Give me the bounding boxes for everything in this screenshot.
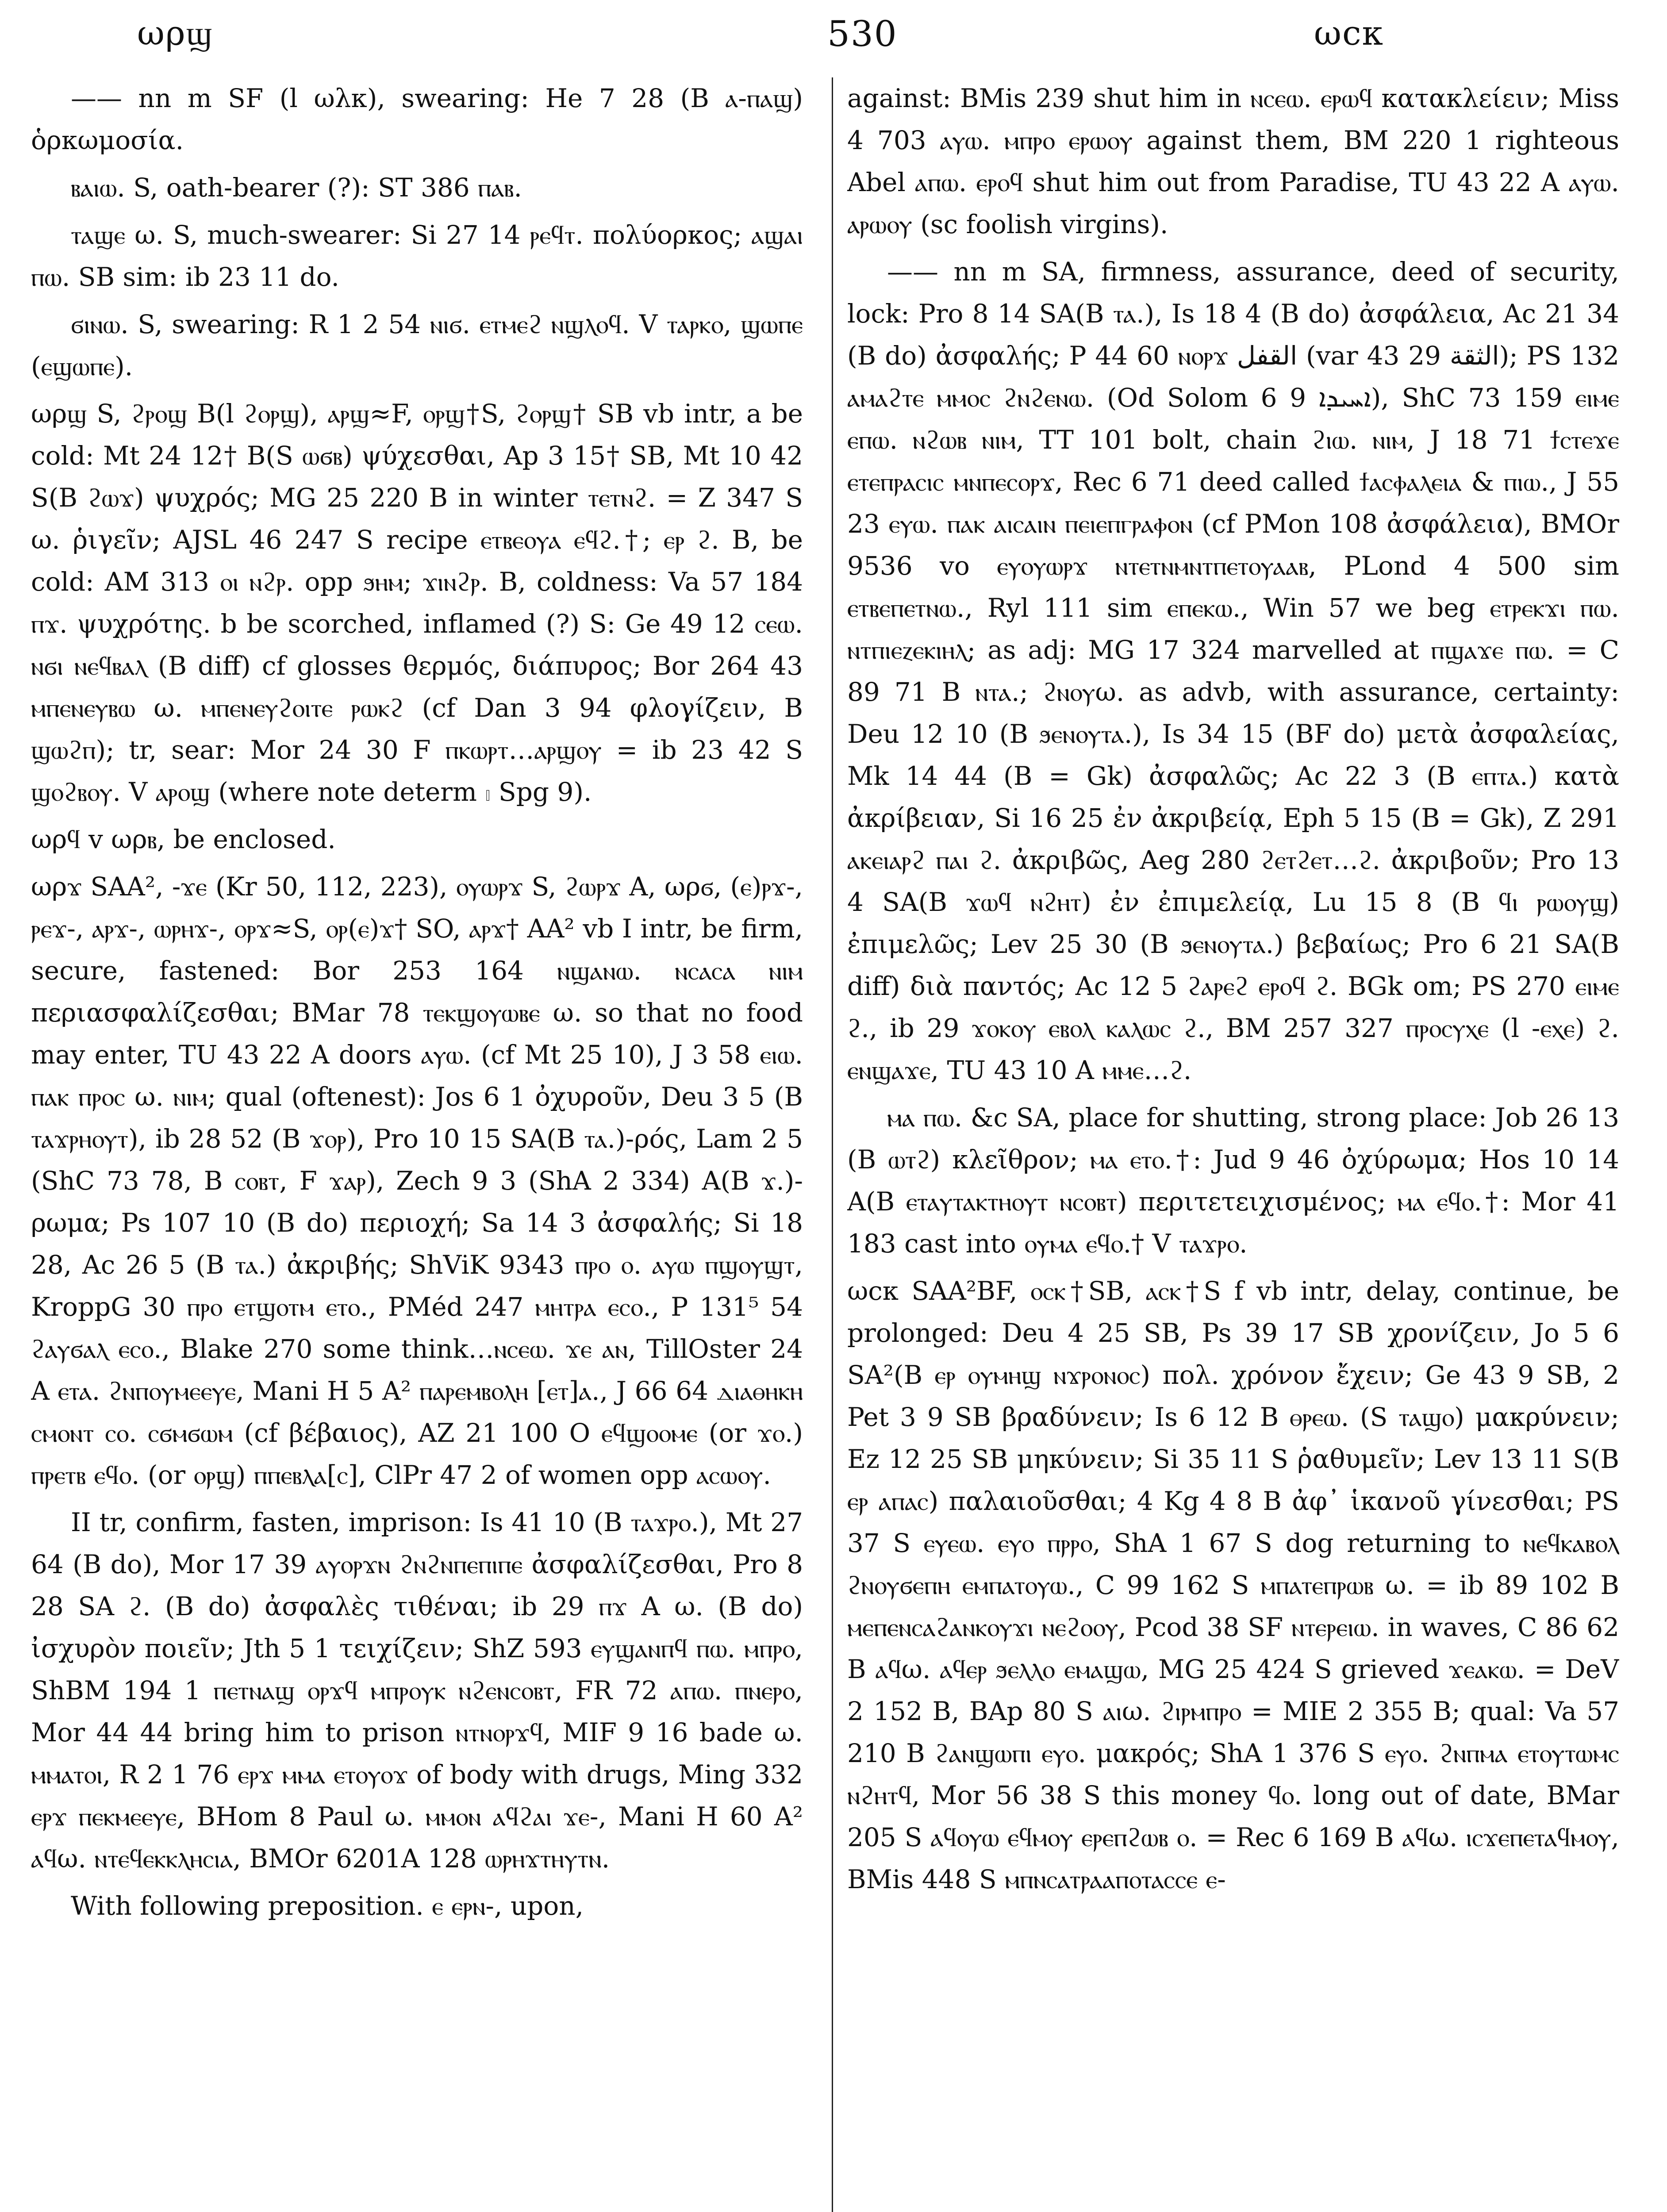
entry-paragraph: ⲙⲁ ⲡⲱ. &c SA, place for shutting, strong place: Job 26 13 (B ⲱⲧϩ) κλεῖθρον; ⲙⲁ ⲉⲧⲟ.†: Jud 9 46 ὀχύρωμα; Hos 10 14 A(B ⲉⲧⲁⲩⲧⲁⲕⲧⲏⲟⲩⲧ ⲛⲥⲟⲃⲧ) περιτετειχισμένος; ⲙⲁ ⲉϥⲟ.†: Mor 41 183 cast into ⲟⲩⲙⲁ ⲉϥⲟ.† V ⲧⲁϫⲣⲟ. <box>847 1102 1619 1259</box>
entry-paragraph: ωρϣ S, ϩⲣⲟϣ B(l ϩⲟⲣϣ), ⲁⲣϣ≈F, ⲟⲣϣ†S, ϩⲟⲣϣ† SB vb intr, a be cold: Mt 24 12† B(S ⲱϭⲃ) ψύχεσθαι, Ap 3 15† SB, Mt 10 42 S(B ϩⲱϫ) ψυχρός; MG 25 220 B in winter ⲧⲉⲧⲛϩ. = Z 347 S ω. ῥιγεῖν; AJSL 46 247 S recipe ⲉⲧⲃⲉⲟⲩⲁ ⲉϥϩ.†; ⲉⲣ ϩ. B, be cold: AM 313 ⲟⲓ ⲛϩⲣ. opp ϧⲏⲙ; ϫⲓⲛϩⲣ. B, coldness: Va 57 184 ⲡϫ. ψυχρότης. b be scorched, inflamed (?) S: Ge 49 12 ⲥⲉⲱ. ⲛϭⲓ ⲛⲉϥⲃⲁⲗ (B diff) cf glosses θερμός, διάπυρος; Bor 264 43 ⲙⲡⲉⲛⲉⲩⲃⲱ ω. ⲙⲡⲉⲛⲉⲩϩⲟⲓⲧⲉ ⲣⲱⲕϩ (cf Dan 3 94 φλογίζειν, B ϣⲱϩⲡ); tr, sear: Mor 24 30 F ⲡⲕⲱⲣⲧ…ⲁⲣϣⲟⲩ = ib 23 42 S ϣⲟϩⲃⲟⲩ. V ⲁⲣⲟϣ (where note determ 𓏤 Spg 9). <box>31 399 803 807</box>
header-right-word: ωcκ <box>1314 13 1384 53</box>
entry-paragraph: against: BMis 239 shut him in ⲛⲥⲉⲱ. ⲉⲣⲱϥ κατακλείειν; Miss 4 703 ⲁⲩⲱ. ⲙⲡⲣⲟ ⲉⲣⲱⲟⲩ against them, BM 220 1 righteous Abel ⲁⲡⲱ. ⲉⲣⲟϥ shut him out from Paradise, TU 43 22 A ⲁⲩⲱ. ⲁⲣⲱⲟⲩ (sc foolish virgins). <box>847 83 1619 239</box>
header-left-word: ωρϣ <box>137 13 213 53</box>
entry-paragraph: ⲧⲁϣⲉ ω. S, much-swearer: Si 27 14 ⲣⲉϥⲧ. πολύορκος; ⲁϣⲁⲓ ⲡⲱ. SB sim: ib 23 11 do. <box>31 220 803 292</box>
entry-paragraph: ϭⲓⲛⲱ. S, swearing: R 1 2 54 ⲛⲓϭ. ⲉⲧⲙⲉϩ ⲛϣⲗⲟϥ. V ⲧⲁⲣⲕⲟ, ϣⲱⲡⲉ (ⲉϣⲱⲡⲉ). <box>31 309 803 381</box>
entry-paragraph: With following preposition. ⲉ ⲉⲣⲛ-, upon, <box>71 1891 584 1921</box>
entry-paragraph: ωcκ SAA²BF, ⲟⲥⲕ†SB, ⲁⲥⲕ†S f vb intr, delay, continue, be prolonged: Deu 4 25 SB, Ps 39 17 SB χρονίζειν, Jo 5 6 SA²(B ⲉⲣ ⲟⲩⲙⲏϣ ⲛϫⲣⲟⲛⲟⲥ) πολ. χρόνον ἔχειν; Ge 43 9 SB, 2 Pet 3 9 SB βραδύνειν; Is 6 12 B ⲑⲣⲉⲱ. (S ⲧⲁϣⲟ) μακρύνειν; Ez 12 25 SB μηκύνειν; Si 35 11 S ῥαθυμεῖν; Lev 13 11 S(B ⲉⲣ ⲁⲡⲁⲥ) παλαιοῦσθαι; 4 Kg 4 8 B ἀφ᾽ ἱκανοῦ γίνεσθαι; PS 37 S ⲉⲩⲉⲱ. ⲉⲩⲟ ⲡⲣⲣⲟ, ShA 1 67 S dog returning to ⲛⲉϥⲕⲁⲃⲟⲗ ϩⲛⲟⲩϭⲉⲡⲏ ⲉⲙⲡⲁⲧⲟⲩⲱ., C 99 162 S ⲙⲡⲁⲧⲉⲡⲣⲱⲃ ω. = ib 89 102 B ⲙⲉⲡⲉⲛⲥⲁϩⲁⲛⲕⲟⲩϫⲓ ⲛⲉϩⲟⲟⲩ, Pcod 38 SF ⲛⲧⲉⲣⲉⲓⲱ. in waves, C 86 62 B ⲁϥω. ⲁϥⲉⲣ ϧⲉⲗⲗⲟ ⲉⲙⲁϣⲱ, MG 25 424 S grieved ϫⲉⲁⲕⲱ. = DeV 2 152 B, BAp 80 S ⲁⲓω. ϩⲓⲣⲙⲡⲣⲟ = MIE 2 355 B; qual: Va 57 210 B ϩⲁⲛϣⲱⲡⲓ ⲉⲩⲟ. μακρός; ShA 1 376 S ⲉⲩⲟ. ϩⲛⲡⲙⲁ ⲉⲧⲟⲩⲧⲱⲙⲥ ⲛϩⲏⲧϥ, Mor 56 38 S this money ϥⲟ. long out of date, BMar 205 S ⲁϥⲟⲩⲱ ⲉϥⲙⲟⲩ ⲉⲣⲉⲡϩⲱⲃ ⲟ. = Rec 6 169 B ⲁϥω. ⲓⲥϫⲉⲡⲉⲧⲁϥⲙⲟⲩ, BMis 448 S ⲙⲡⲛⲥⲁⲧⲣⲁⲁⲡⲟⲧⲁⲥⲥⲉ ⲉ- <box>847 1276 1619 1894</box>
right-column <box>847 77 1619 2212</box>
left-column <box>31 77 803 2212</box>
entry-paragraph: ωρϫ SAA², -ϫⲉ (Kr 50, 112, 223), ⲟⲩⲱⲣϫ S, ϩⲱⲣϫ A, ωρϭ, (ⲉ)ⲣϫ-, ⲣⲉϫ-, ⲁⲣϫ-, ⲱⲣⲏϫ-, ⲟⲣϫ≈S, ⲟⲣ(ⲉ)ϫ† SO, ⲁⲣϫ† AA² vb I intr, be firm, secure, fastened: Bor 253 164 ⲛϣⲁⲛⲱ. ⲛⲥⲁⲥⲁ ⲛⲓⲙ περιασφαλίζεσθαι; BMar 78 ⲧⲉⲕϣⲟⲩⲱⲃⲉ ω. so that no food may enter, TU 43 22 A doors ⲁⲩⲱ. (cf Mt 25 10), J 3 58 ⲉⲓⲱ. ⲡⲁⲕ ⲡⲣⲟⲥ ω. ⲛⲓⲙ; qual (oftenest): Jos 6 1 ὀχυροῦν, Deu 3 5 (B ⲧⲁϫⲣⲏⲟⲩⲧ), ib 28 52 (B ϫⲟⲣ), Pro 10 15 SA(B ⲧⲁ.)-ρός, Lam 2 5 (ShC 73 78, B ⲥⲟⲃⲧ, F ϫⲁⲣ), Zech 9 3 (ShA 2 334) A(B ϫ.)-ρωμα; Ps 107 10 (B do) περιοχή; Sa 14 3 ἀσφαλής; Si 18 28, Ac 26 5 (B ⲧⲁ.) ἀκριβής; ShViK 9343 ⲡⲣⲟ ⲟ. ⲁⲩⲱ ⲡϣⲟⲩϣⲧ, KroppG 30 ⲡⲣⲟ ⲉⲧϣⲟⲧⲙ ⲉⲧⲟ., PMéd 247 ⲙⲏⲧⲣⲁ ⲉⲥⲟ., P 131⁵ 54 ϩⲁⲩϭⲁⲗ ⲉⲥⲟ., Blake 270 some think…ⲛⲥⲉⲱ. ϫⲉ ⲁⲛ, TillOster 24 A ⲉⲧⲁ. ϩⲛⲡⲟⲩⲙⲉⲉⲩⲉ, Mani H 5 A² ⲡⲁⲣⲉⲙⲃⲟⲗⲏ [ⲉⲧ]ⲁ., J 66 64 ⲇⲓⲁⲑⲏⲕⲏ ⲥⲙⲟⲛⲧ ⲥⲟ. ⲥϭⲙϭⲱⲙ (cf βέβαιος), AZ 21 100 O ⲉϥϣⲟⲟⲙⲉ (or ϫⲟ.) ⲡⲣⲉⲧⲃ ⲉϥⲟ. (or ⲟⲣϣ) ⲡⲡⲉⲃⲗⲁ[ⲥ], ClPr 47 2 of women opp ⲁⲥⲱⲟⲩ. <box>31 872 803 1490</box>
column-divider <box>832 77 833 2212</box>
entry-paragraph: —— nn m SF (l ωλκ), swearing: He 7 28 (B ⲁ-ⲡⲁϣ) ὁρκωμοσία. <box>31 83 803 155</box>
entry-paragraph: —— nn m SA, firmness, assurance, deed of security, lock: Pro 8 14 SA(B ⲧⲁ.), Is 18 4 (B do) ἀσφάλεια, Ac 21 34 (B do) ἀσφαλής; P 44 60 ⲛⲟⲣϫ القفل (var 43 29 الثقة); PS 132 ⲁⲙⲁϩⲧⲉ ⲙⲙⲟⲥ ϩⲛϩⲉⲛⲱ. (Od Solom 6 9 ܐܚܝܕܐ), ShC 73 159 ⲉⲓⲙⲉ ⲉⲡⲱ. ⲛϩⲱⲃ ⲛⲓⲙ, TT 101 bolt, chain ϩⲓⲱ. ⲛⲓⲙ, J 18 71 ϯⲥⲧⲉϫⲉ ⲉⲧⲉⲡⲣⲁⲥⲓⲥ ⲙⲛⲡⲉⲥⲟⲣϫ, Rec 6 71 deed called ϯⲁⲥⲫⲁⲗⲉⲓⲁ & ⲡⲓⲱ., J 55 23 ⲉⲩⲱ. ⲡⲁⲕ ⲁⲓⲥⲁⲓⲛ ⲡⲉⲓⲉⲡⲅⲣⲁⲫⲟⲛ (cf PMon 108 ἀσφάλεια), BMOr 9536 vo ⲉⲩⲟⲩⲱⲣϫ ⲛⲧⲉⲧⲛⲙⲛⲧⲡⲉⲧⲟⲩⲁⲁⲃ, PLond 4 500 sim ⲉⲧⲃⲉⲡⲉⲧⲛⲱ., Ryl 111 sim ⲉⲡⲉⲕⲱ., Win 57 we beg ⲉⲧⲣⲉⲕϫⲓ ⲡⲱ. ⲛⲧⲡⲓⲉⲍⲉⲕⲓⲏⲗ; as adj: MG 17 324 marvelled at ⲡϣⲁϫⲉ ⲡⲱ. = C 89 71 B ⲛⲧⲁ.; ϩⲛⲟⲩω. as advb, with assurance, certainty: Deu 12 10 (B ϧⲉⲛⲟⲩⲧⲁ.), Is 34 15 (BF do) μετὰ ἀσφαλείας, Mk 14 44 (B = Gk) ἀσφαλῶς; Ac 22 3 (B ⲉⲡⲧⲁ.) κατὰ ἀκρίβειαν, Si 16 25 ἐν ἀκριβείᾳ, Eph 5 15 (B = Gk), Z 291 ⲁⲕⲉⲓⲁⲣϩ ⲡⲁⲓ ϩ. ἀκριβῶς, Aeg 280 ϩⲉⲧϩⲉⲧ…ϩ. ἀκριβοῦν; Pro 13 4 SA(B ϫⲱϥ ⲛϩⲏⲧ) ἐν ἐπιμελείᾳ, Lu 15 8 (B ϥⲓ ⲣⲱⲟⲩϣ) ἐπιμελῶς; Lev 25 30 (B ϧⲉⲛⲟⲩⲧⲁ.) βεβαίως; Pro 6 21 SA(B diff) διὰ παντός; Ac 12 5 ϩⲁⲣⲉϩ ⲉⲣⲟϥ ϩ. BGk om; PS 270 ⲉⲓⲙⲉ ϩ., ib 29 ϫⲟⲕⲟⲩ ⲉⲃⲟⲗ ⲕⲁⲗⲱⲥ ϩ., BM 257 327 ⲡⲣⲟⲥⲩⲭⲉ (l -ⲉⲭⲉ) ϩ. ⲉⲛϣⲁϫⲉ, TU 43 10 A ⲙⲙⲉ…ϩ. <box>847 257 1619 1085</box>
entry-paragraph: II tr, confirm, fasten, imprison: Is 41 10 (B ⲧⲁϫⲣⲟ.), Mt 27 64 (B do), Mor 17 39 ⲁⲩⲟⲣϫⲛ ϩⲛϩⲛⲡⲉⲡⲓⲡⲉ ἀσφαλίζεσθαι, Pro 8 28 SA ϩ. (B do) ἀσφαλὲς τιθέναι; ib 29 ⲡϫ A ω. (B do) ἰσχυρὸν ποιεῖν; Jth 5 1 τειχίζειν; ShZ 593 ⲉⲩϣⲁⲛⲡϥ ⲡⲱ. ⲙⲡⲣⲟ, ShBM 194 1 ⲡⲉⲧⲛⲁϣ ⲟⲣϫϥ ⲙⲡⲣⲟⲩⲕ ⲛϩⲉⲛⲥⲟⲃⲧ, FR 72 ⲁⲡⲱ. ⲡⲛⲉⲣⲟ, Mor 44 44 bring him to prison ⲛⲧⲛⲟⲣϫϥ, MIF 9 16 bade ω. ⲙⲙⲁⲧⲟⲓ, R 2 1 76 ⲉⲣϫ ⲙⲙⲁ ⲉⲧⲟⲩⲟϫ of body with drugs, Ming 332 ⲉⲣϫ ⲡⲉⲕⲙⲉⲉⲩⲉ, BHom 8 Paul ω. ⲙⲙⲟⲛ ⲁϥϩⲁⲓ ϫⲉ-, Mani H 60 A² ⲁϥω. ⲛⲧⲉϥⲉⲕⲕⲗⲏⲥⲓⲁ, BMOr 6201A 128 ⲱⲣⲏϫⲧⲏⲩⲧⲛ. <box>31 1507 803 1874</box>
running-head <box>53 13 1615 62</box>
entry-paragraph: ⲃⲁⲓⲱ. S, oath-bearer (?): ST 386 ⲡⲁⲃ. <box>71 173 522 203</box>
page-number: 530 <box>827 13 898 54</box>
entry-paragraph: ωρϥ v ωρⲃ, be enclosed. <box>31 824 336 854</box>
